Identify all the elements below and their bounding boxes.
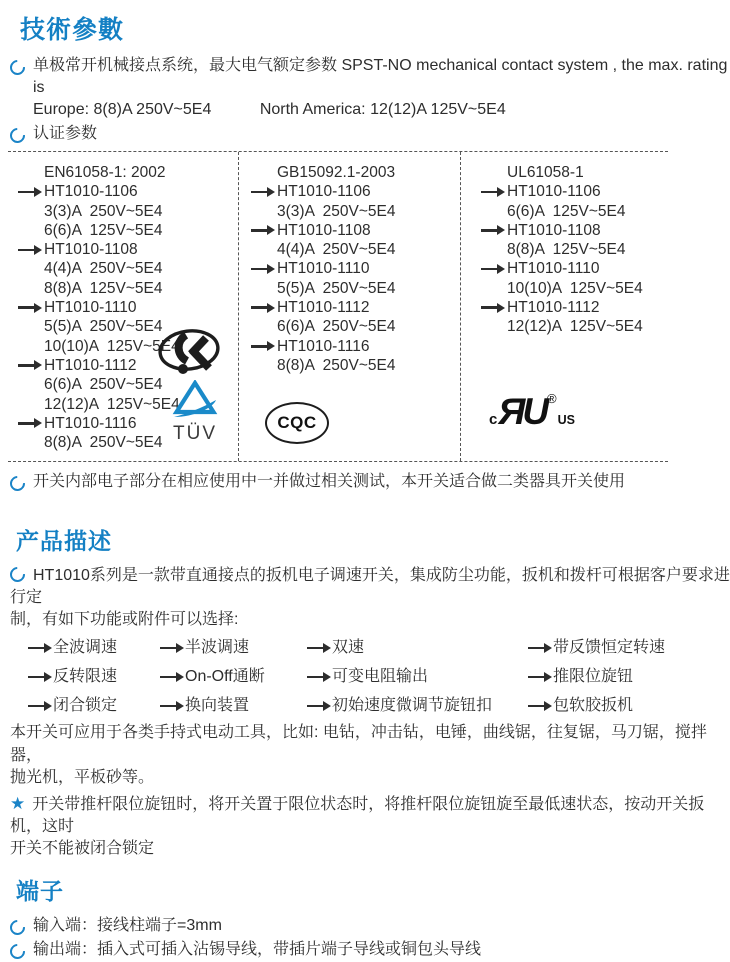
- tested-note-text: 开关内部电子部分在相应使用中一并做过相关测试，本开关适合做二类器具开关使用: [33, 473, 626, 490]
- cul-us-label: US: [557, 413, 576, 428]
- feature-item: [160, 667, 307, 687]
- feature-label: 可变电阻输出: [332, 668, 429, 685]
- feature-label: 包软胶扳机: [553, 697, 634, 714]
- rating-value: 8(8)A 250V~5E4: [277, 356, 396, 374]
- model-number: HT1010-1116: [277, 337, 370, 355]
- arrow-icon: [528, 705, 544, 708]
- applications-line2: 抛光机，平板砂等。: [10, 769, 155, 786]
- cert-column-ul61058: [460, 152, 668, 461]
- arrow-icon: [160, 647, 176, 650]
- cqc-label: CQC: [277, 413, 317, 433]
- terminal-output-text: 输出端：插入式可插入沾锡导线，带插片端子导线或铜包头导线: [33, 940, 482, 958]
- model-line: [251, 259, 460, 278]
- model-number: HT1010-1110: [44, 299, 137, 317]
- arrow-icon: [251, 345, 267, 348]
- arrow-icon: [307, 647, 323, 650]
- bullet-arc-icon: [7, 916, 28, 937]
- rating-value: 8(8)A 250V~5E4: [44, 434, 163, 452]
- model-line: [251, 337, 460, 356]
- cert-bullet-row: [10, 123, 730, 145]
- tuv-label: TÜV: [173, 423, 217, 445]
- rating-line: [18, 279, 238, 298]
- feature-label: 闭合锁定: [53, 697, 118, 714]
- standard-name: EN61058-1: 2002: [44, 164, 166, 181]
- tested-note-row: [10, 471, 730, 493]
- model-number: HT1010-1106: [507, 183, 601, 201]
- rating-value: 6(6)A 125V~5E4: [44, 221, 163, 239]
- arrow-icon: [18, 191, 34, 194]
- bullet-arc-icon: [7, 940, 28, 961]
- model-line: [18, 298, 238, 317]
- rating-value: 3(3)A 250V~5E4: [44, 202, 163, 220]
- rating-line: [481, 202, 668, 221]
- cul-c-label: c: [489, 410, 498, 428]
- arrow-icon: [481, 229, 497, 232]
- rating-line: [251, 317, 460, 336]
- arrow-icon: [18, 364, 34, 367]
- rating-value: 8(8)A 125V~5E4: [44, 279, 163, 297]
- rating-line1: 单极常开机械接点系统，最大电气额定参数 SPST-NO mechanical contact system , the max. rating is: [33, 57, 728, 96]
- rating-line: [18, 221, 238, 240]
- rating-value: 5(5)A 250V~5E4: [44, 318, 163, 336]
- feature-label: 推限位旋钮: [553, 668, 634, 685]
- rating-value: 8(8)A 125V~5E4: [507, 241, 626, 259]
- section-title-tech-params: 技術參數: [20, 16, 125, 44]
- tuv-logo: [166, 380, 224, 443]
- rating-value: 3(3)A 250V~5E4: [277, 202, 396, 220]
- rating-value: 6(6)A 125V~5E4: [507, 202, 626, 220]
- rating-line: [481, 240, 668, 259]
- star-note: [10, 793, 730, 860]
- feature-options-grid: [28, 638, 730, 716]
- model-number: HT1010-1112: [277, 299, 370, 317]
- feature-item: [528, 667, 730, 687]
- arrow-icon: [28, 676, 44, 679]
- arrow-icon: [18, 306, 34, 309]
- arrow-icon: [251, 306, 267, 309]
- model-number: HT1010-1110: [507, 260, 600, 278]
- feature-label: 初始速度微调节旋钮扣: [332, 697, 493, 714]
- feature-item: [28, 696, 160, 716]
- cert-column-en61058: [8, 152, 238, 461]
- rating-line: [481, 317, 668, 336]
- model-number: HT1010-1112: [44, 356, 137, 374]
- intro-line2: 制，有如下功能或附件可以选择:: [10, 611, 239, 628]
- rating-line: [18, 202, 238, 221]
- arrow-icon: [307, 705, 323, 708]
- model-line: [481, 259, 668, 278]
- star-icon: ★: [10, 793, 26, 813]
- rating-line: [251, 279, 460, 298]
- rating-value: 12(12)A 125V~5E4: [44, 395, 180, 413]
- model-number: HT1010-1108: [277, 221, 371, 239]
- cul-us-recognized-logo: [489, 391, 576, 432]
- feature-label: 全波调速: [53, 639, 118, 656]
- tuv-triangle-icon: [172, 380, 218, 418]
- rating-line2: [33, 99, 730, 121]
- section-title-terminals: 端子: [16, 877, 64, 904]
- feature-label: 带反馈恒定转速: [553, 639, 666, 656]
- arrow-icon: [528, 676, 544, 679]
- feature-label: On-Off通断: [185, 668, 265, 685]
- kema-keur-logo-icon: [158, 328, 224, 380]
- cul-ru-monogram: ЯU: [498, 391, 547, 432]
- registered-mark-icon: ®: [547, 391, 557, 406]
- arrow-icon: [18, 249, 34, 252]
- bullet-arc-icon: [7, 564, 28, 585]
- rating-text: [33, 55, 730, 121]
- section-title-product-description: 产品描述: [16, 528, 112, 554]
- arrow-icon: [528, 647, 544, 650]
- feature-label: 半波调速: [185, 639, 250, 656]
- datasheet-page: [0, 10, 730, 961]
- arrow-icon: [251, 268, 267, 271]
- model-number: HT1010-1112: [507, 299, 600, 317]
- feature-item: [307, 696, 528, 716]
- rating-value: 10(10)A 125V~5E4: [507, 279, 643, 297]
- rating-bullet-row: [10, 55, 730, 121]
- model-number: HT1010-1110: [277, 260, 370, 278]
- feature-item: [307, 667, 528, 687]
- cert-bullet-label: 认证参数: [33, 125, 98, 142]
- rating-value: 5(5)A 250V~5E4: [277, 279, 396, 297]
- model-number: HT1010-1106: [277, 183, 371, 201]
- model-line: [18, 240, 238, 259]
- rating-europe: Europe: 8(8)A 250V~5E4: [33, 101, 212, 118]
- rating-value: 6(6)A 250V~5E4: [44, 376, 163, 394]
- model-number: HT1010-1108: [44, 241, 138, 259]
- model-line: [481, 221, 668, 240]
- product-intro: [10, 565, 730, 631]
- arrow-icon: [307, 676, 323, 679]
- arrow-icon: [481, 268, 497, 271]
- rating-line: [251, 240, 460, 259]
- feature-item: [307, 638, 528, 658]
- rating-value: 4(4)A 250V~5E4: [277, 241, 396, 259]
- feature-item: [528, 638, 730, 658]
- arrow-icon: [18, 422, 34, 425]
- model-line: [18, 182, 238, 201]
- arrow-icon: [28, 705, 44, 708]
- arrow-icon: [251, 229, 267, 232]
- feature-item: [28, 638, 160, 658]
- rating-value: 6(6)A 250V~5E4: [277, 318, 396, 336]
- bullet-arc-icon: [7, 473, 28, 494]
- rating-value: 12(12)A 125V~5E4: [507, 318, 643, 336]
- intro-line1: HT1010系列是一款带直通接点的扳机电子调速开关，集成防尘功能，扳机和拨杆可根据客户要求进行定: [10, 567, 730, 606]
- model-line: [251, 221, 460, 240]
- model-line: [481, 298, 668, 317]
- arrow-icon: [28, 647, 44, 650]
- model-line: [251, 182, 460, 201]
- cqc-logo: [265, 402, 329, 444]
- star-note-line2: 开关不能被闭合锁定: [10, 839, 155, 857]
- arrow-icon: [481, 306, 497, 309]
- rating-line: [251, 202, 460, 221]
- feature-label: 双速: [332, 639, 365, 656]
- arrow-icon: [481, 191, 497, 194]
- bullet-arc-icon: [7, 125, 28, 146]
- bullet-arc-icon: [7, 57, 28, 78]
- model-number: HT1010-1106: [44, 183, 138, 201]
- arrow-icon: [160, 705, 176, 708]
- certification-table: [8, 151, 668, 462]
- model-number: HT1010-1116: [44, 414, 137, 432]
- feature-item: [28, 667, 160, 687]
- arrow-icon: [160, 676, 176, 679]
- star-note-line1: 开关带推杆限位旋钮时，将开关置于限位状态时，将推杆限位旋钮旋至最低速状态，按动开关扳机，这时: [10, 795, 705, 835]
- feature-item: [528, 696, 730, 716]
- applications-line1: 本开关可应用于各类手持式电动工具，比如: 电钻，冲击钻，电锤，曲线锯，往复锯，马刀锯，搅拌器，: [10, 724, 707, 764]
- model-line: [251, 298, 460, 317]
- model-line: [481, 182, 668, 201]
- feature-item: [160, 638, 307, 658]
- terminal-input-row: [10, 915, 730, 937]
- terminal-output-row: [10, 939, 730, 961]
- rating-value: 4(4)A 250V~5E4: [44, 260, 163, 278]
- cert-column-gb15092: [238, 152, 460, 461]
- feature-label: 反转限速: [53, 668, 118, 685]
- model-number: HT1010-1108: [507, 221, 601, 239]
- rating-line: [481, 279, 668, 298]
- rating-line: [251, 356, 460, 375]
- rating-north-america: North America: 12(12)A 125V~5E4: [259, 101, 506, 118]
- standard-name: GB15092.1-2003: [277, 164, 396, 181]
- feature-label: 换向装置: [185, 697, 250, 714]
- rating-line: [18, 259, 238, 278]
- standard-name: UL61058-1: [507, 164, 584, 181]
- applications-text: [10, 722, 730, 790]
- rating-value: 10(10)A 125V~5E4: [44, 337, 180, 355]
- feature-item: [160, 696, 307, 716]
- arrow-icon: [251, 191, 267, 194]
- terminal-input-text: 输入端：接线柱端子=3mm: [33, 916, 222, 934]
